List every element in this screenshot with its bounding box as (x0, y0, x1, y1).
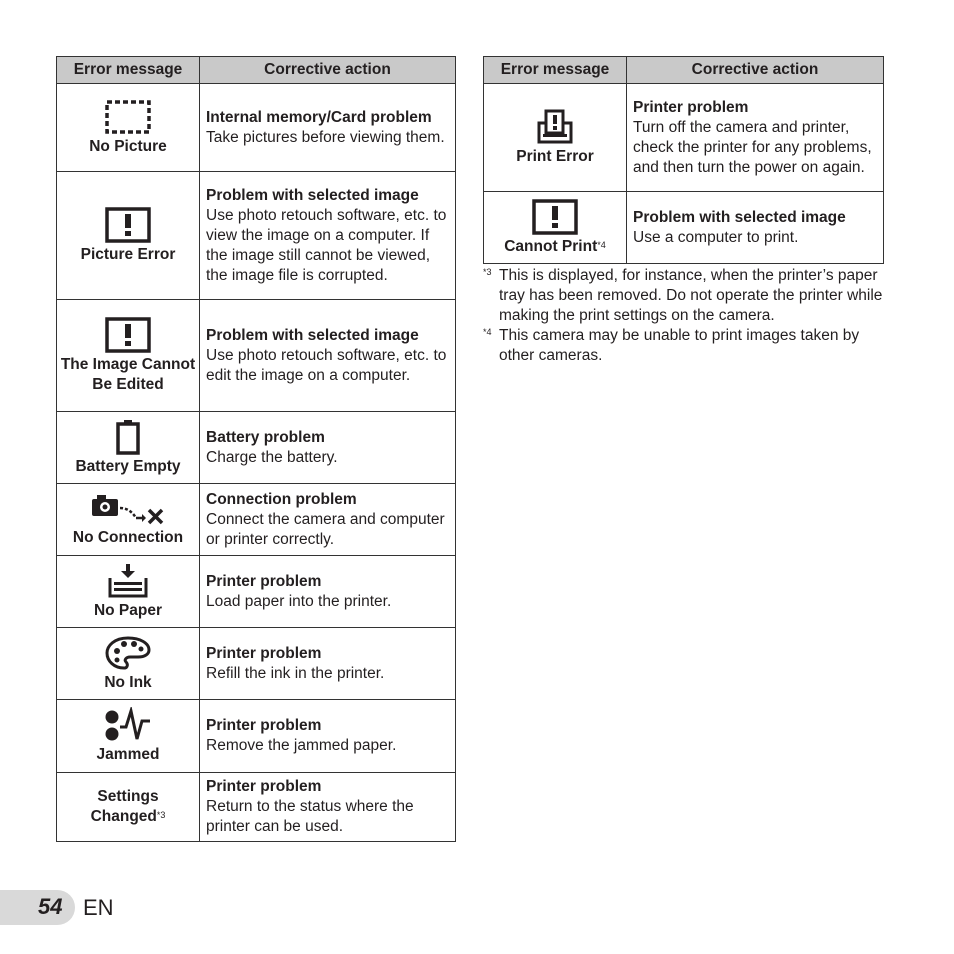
paper-jam-icon (104, 707, 152, 743)
corrective-action-cell (200, 773, 456, 842)
error-message-cell (57, 84, 200, 172)
footnote-mark: *4 (483, 327, 492, 337)
error-message-label: Jammed (96, 746, 160, 763)
error-message-label: Picture Error (80, 245, 176, 263)
action-title: Problem with selected image (206, 326, 419, 344)
error-message-cell (57, 556, 200, 628)
action-title: Battery problem (206, 428, 325, 446)
footnote-ref: *3 (156, 810, 166, 820)
action-description: Remove the jammed paper. (206, 737, 397, 754)
corrective-action-cell (200, 700, 456, 773)
action-description: Return to the status where the printer can be used. (206, 798, 414, 835)
error-message-cell (57, 484, 200, 556)
error-message-label: No Paper (93, 601, 163, 619)
corrective-action-cell (627, 84, 884, 192)
error-table-left (56, 56, 456, 842)
header-error-message: Error message (57, 57, 200, 84)
action-description: Take pictures before viewing them. (206, 128, 445, 146)
header-corrective-action: Corrective action (200, 57, 456, 84)
corrective-action-cell (200, 556, 456, 628)
action-title: Printer problem (206, 717, 322, 734)
error-message-cell (57, 412, 200, 484)
ink-palette-icon (104, 635, 152, 671)
error-table-right (483, 56, 884, 264)
error-message-cell (57, 300, 200, 412)
exclamation-box-icon (532, 199, 578, 235)
action-description: Refill the ink in the printer. (206, 664, 385, 682)
error-message-label: Print Error (516, 147, 594, 165)
action-title: Connection problem (206, 490, 357, 508)
footnote (483, 326, 883, 366)
error-message-cell (57, 773, 200, 842)
action-description: Use photo retouch software, etc. to edit the image on a computer. (206, 346, 447, 384)
error-message-label: No Ink (104, 673, 152, 691)
error-message-label: Settings Changed$^{*3}$ (90, 788, 166, 825)
error-message-label: No Connection (72, 528, 184, 546)
page-number: 54 (38, 894, 63, 919)
error-message-label: Cannot Print$^{*4}$ (504, 237, 606, 255)
table-row (57, 412, 456, 484)
corrective-action-cell (200, 484, 456, 556)
error-message-label: No Picture (89, 137, 167, 155)
exclamation-box-icon (105, 207, 151, 243)
action-description: Charge the battery. (206, 448, 338, 466)
table-row (57, 300, 456, 412)
header-corrective-action: Corrective action (627, 57, 884, 84)
error-message-cell (484, 84, 627, 192)
corrective-action-cell (200, 412, 456, 484)
exclamation-box-icon (105, 317, 151, 353)
error-message-cell (484, 192, 627, 264)
action-title: Problem with selected image (206, 186, 419, 204)
table-row (57, 700, 456, 773)
error-message-label: The Image Cannot Be Edited (60, 355, 196, 393)
table-row (57, 556, 456, 628)
dashed-frame-icon (104, 99, 152, 135)
table-row (57, 628, 456, 700)
action-description: Use photo retouch software, etc. to view the image on a computer. If the image still cannot be viewed, the image file is corrupted. (206, 206, 447, 284)
action-title: Problem with selected image (633, 208, 846, 226)
action-description: Use a computer to print. (633, 228, 799, 246)
table-header (57, 57, 456, 84)
paper-tray-icon (105, 563, 151, 599)
footnotes (483, 266, 883, 366)
action-description: Load paper into the printer. (206, 592, 392, 610)
table-row (484, 192, 884, 264)
action-description: Turn off the camera and printer, check the printer for any problems, and then turn the power on again. (633, 118, 872, 176)
printer-error-icon (535, 109, 575, 145)
language-label: EN (83, 895, 114, 920)
action-description: Connect the camera and computer or printer correctly. (206, 510, 445, 548)
action-title: Printer problem (206, 572, 322, 590)
error-message-cell (57, 172, 200, 300)
error-message-cell (57, 700, 200, 773)
corrective-action-cell (200, 300, 456, 412)
table-header (484, 57, 884, 84)
battery-empty-icon (115, 419, 141, 455)
action-title: Internal memory/Card problem (206, 108, 432, 126)
header-error-message: Error message (484, 57, 627, 84)
table-row (484, 84, 884, 192)
corrective-action-cell (627, 192, 884, 264)
action-title: Printer problem (633, 98, 749, 116)
corrective-action-cell (200, 628, 456, 700)
action-title: Printer problem (206, 778, 322, 795)
corrective-action-cell (200, 172, 456, 300)
camera-no-connection-icon (90, 492, 166, 526)
footnote-ref: *4 (597, 239, 606, 250)
table-row (57, 172, 456, 300)
action-title: Printer problem (206, 644, 322, 662)
footnote-text: This camera may be unable to print images taken by other cameras. (499, 327, 860, 364)
error-message-label: Battery Empty (75, 457, 181, 475)
footnote-mark: *3 (483, 267, 492, 277)
footnote (483, 266, 883, 326)
table-row (57, 484, 456, 556)
table-row (57, 84, 456, 172)
footnote-text: This is displayed, for instance, when the printer’s paper tray has been removed. Do not operate the printer while making the print settings on the camera. (499, 267, 883, 324)
corrective-action-cell (200, 84, 456, 172)
table-row (57, 773, 456, 842)
error-message-cell (57, 628, 200, 700)
